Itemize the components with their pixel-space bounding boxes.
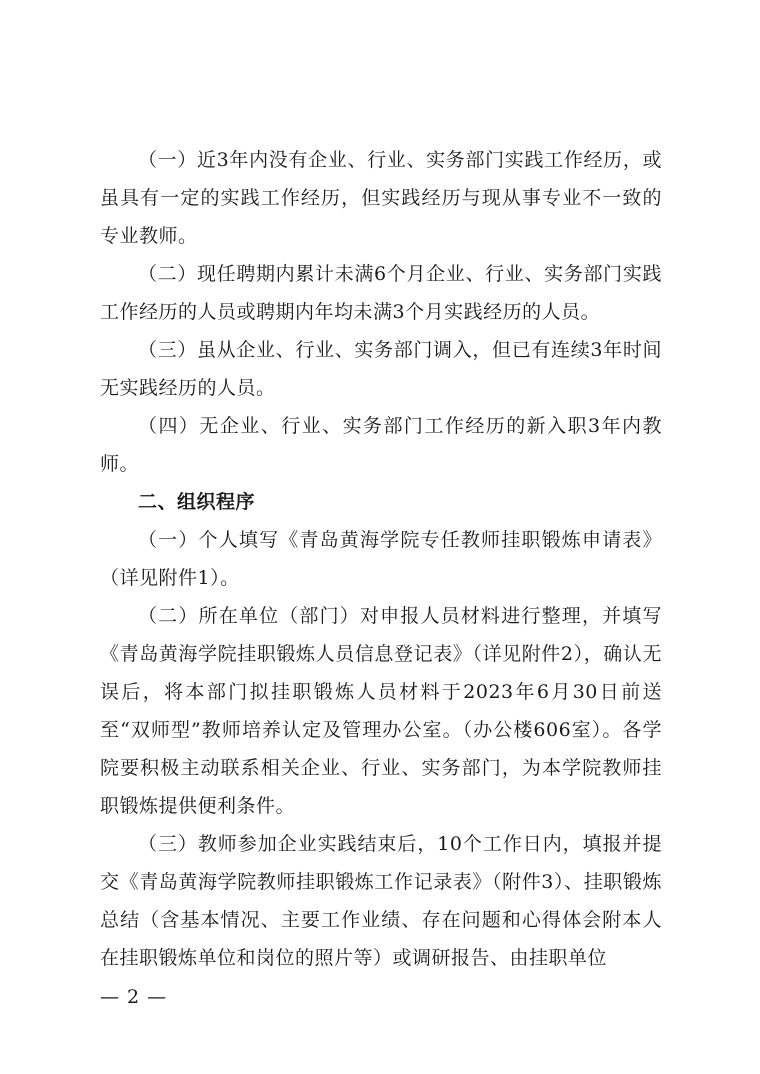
procedure-paragraph-2: （二）所在单位（部门）对申报人员材料进行整理，并填写《青岛黄海学院挂职锻炼人员信息登记表》（详见附件2），确认无误后，将本部门拟挂职锻炼人员材料于2023年6月30日前送至“双师型”教师培养认定及管理办公室。（办公楼606室）。各学院要积极主动联系相关企业、行业、实务部门，为本学院教师挂职锻炼提供便利条件。: [100, 605, 662, 817]
procedure-paragraph-1: （一）个人填写《青岛黄海学院专任教师挂职锻炼申请表》（详见附件1）。: [100, 529, 662, 589]
procedure-paragraph-3: （三）教师参加企业实践结束后，10个工作日内，填报并提交《青岛黄海学院教师挂职锻炼工作记录表》（附件3）、挂职锻炼总结（含基本情况、主要工作业绩、存在问题和心得体会附本人在挂职锻炼单位和岗位的照片等）或调研报告、由挂职单位: [100, 833, 662, 969]
criteria-paragraph-3: （三）虽从企业、行业、实务部门调入，但已有连续3年时间无实践经历的人员。: [100, 339, 662, 399]
criteria-paragraph-1: （一）近3年内没有企业、行业、实务部门实践工作经历，或虽具有一定的实践工作经历，但实践经历与现从事专业不一致的专业教师。: [100, 149, 662, 247]
page-number: — 2 —: [100, 986, 168, 1008]
criteria-paragraph-2: （二）现任聘期内累计未满6个月企业、行业、实务部门实践工作经历的人员或聘期内年均未满3个月实践经历的人员。: [100, 263, 662, 323]
document-body: [100, 141, 662, 977]
section-heading: 二、组织程序: [138, 491, 256, 513]
criteria-paragraph-4: （四）无企业、行业、实务部门工作经历的新入职3年内教师。: [100, 415, 662, 475]
